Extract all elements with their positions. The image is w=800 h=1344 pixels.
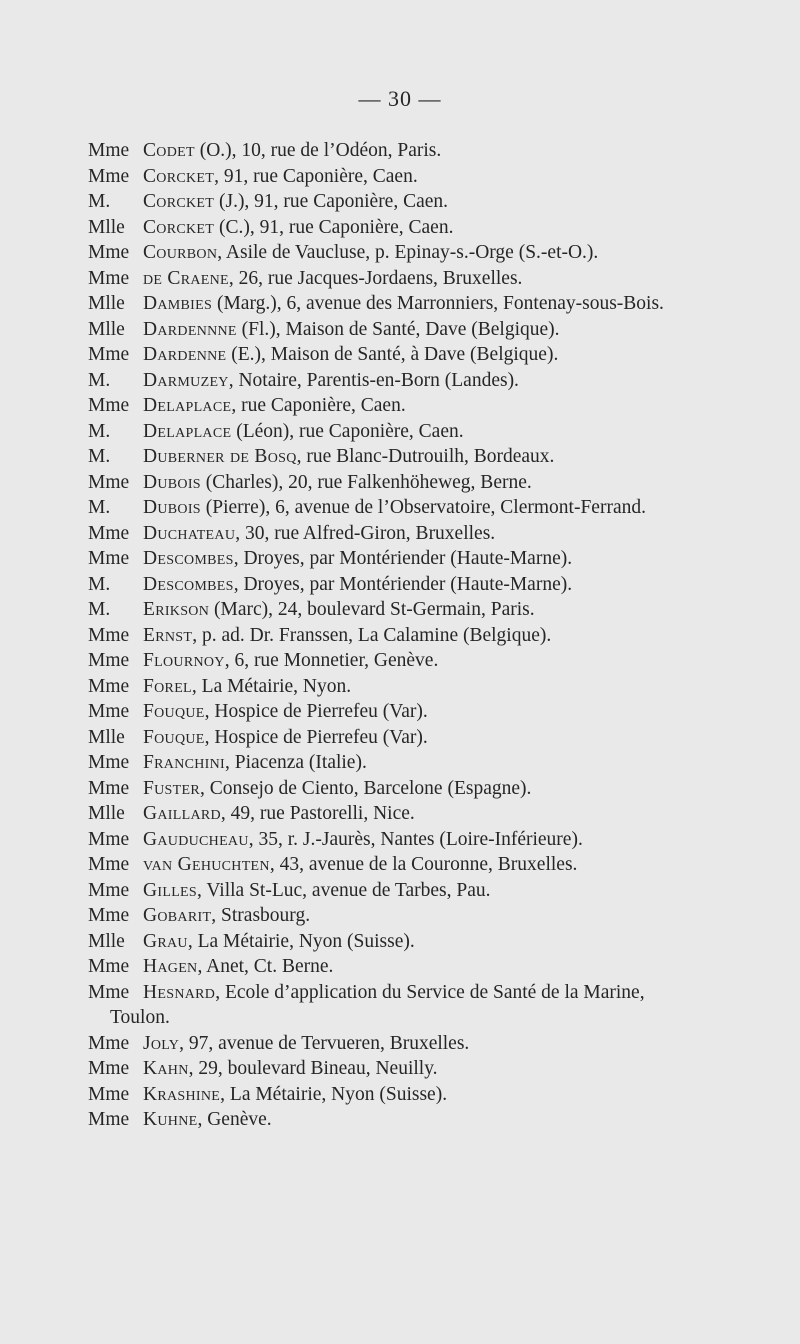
entry-title: M. xyxy=(88,446,111,467)
entry-name: Dubois xyxy=(143,471,201,493)
entry-name: Corcket xyxy=(143,216,215,238)
entry-address: (Marc), 24, boulevard St-Germain, Paris. xyxy=(209,599,535,620)
entry-name: Erikson xyxy=(143,599,210,620)
entry-title: Mlle xyxy=(88,318,125,340)
entry-title: Mlle xyxy=(88,216,125,238)
entry-name: Gauducheau xyxy=(143,828,249,850)
entry-title: Mme xyxy=(88,1032,130,1054)
list-item xyxy=(88,954,708,980)
list-item xyxy=(88,189,708,215)
entry-name: Gaillard xyxy=(143,803,221,824)
entry-address: , Villa St-Luc, avenue de Tarbes, Pau. xyxy=(197,879,491,901)
entry-name: Corcket xyxy=(143,165,215,187)
entry-name: Delaplace xyxy=(143,420,232,442)
page-number: — 30 — xyxy=(358,86,442,111)
list-item xyxy=(88,164,708,190)
entry-address: , Droyes, par Montériender (Haute-Marne). xyxy=(233,548,573,569)
entry-title: Mme xyxy=(88,624,130,646)
entry-title: Mlle xyxy=(88,803,125,824)
entry-address: (Marg.), 6, avenue des Marronniers, Fontenay-sous-Bois. xyxy=(212,293,664,314)
entry-address: , 26, rue Jacques-Jordaens, Bruxelles. xyxy=(228,267,523,289)
entry-title: Mme xyxy=(88,854,130,875)
entry-title: M. xyxy=(88,420,111,442)
entry-name: Dubois xyxy=(143,497,201,518)
list-item xyxy=(88,1056,708,1082)
list-item xyxy=(88,291,708,317)
entry-name: Joly xyxy=(143,1032,180,1054)
entry-name: Corcket xyxy=(143,191,215,212)
entry-title: Mme xyxy=(88,828,130,850)
list-item xyxy=(88,419,708,445)
entry-title: Mme xyxy=(88,242,130,263)
list-item xyxy=(88,495,708,521)
list-item xyxy=(88,801,708,827)
entry-title: M. xyxy=(88,599,111,620)
list-item xyxy=(88,750,708,776)
list-item xyxy=(88,444,708,470)
entry-address: , Hospice de Pierrefeu (Var). xyxy=(204,726,428,748)
entry-address: , 30, rue Alfred-Giron, Bruxelles. xyxy=(235,522,496,544)
entry-address: , Genève. xyxy=(197,1109,272,1130)
list-item xyxy=(88,929,708,955)
list-item xyxy=(88,546,708,572)
entry-address: (Charles), 20, rue Falkenhöheweg, Berne. xyxy=(200,471,532,493)
entry-address: , 91, rue Caponière, Caen. xyxy=(214,165,418,187)
entry-address: (Léon), rue Caponière, Caen. xyxy=(231,420,464,442)
entry-name: de Craene xyxy=(143,267,229,289)
entry-name: Flournoy xyxy=(143,650,225,671)
list-item xyxy=(88,342,708,368)
entry-name: Forel xyxy=(143,675,192,697)
entry-title: Mme xyxy=(88,1058,130,1079)
entry-name: van Gehuchten xyxy=(143,854,270,875)
list-item xyxy=(88,1107,708,1133)
entry-title: Mme xyxy=(88,650,130,671)
entry-title: Mme xyxy=(88,981,130,1003)
entry-title: Mme xyxy=(88,165,130,187)
entry-name: Dardennne xyxy=(143,318,237,340)
entry-title: Mme xyxy=(88,1109,130,1130)
entry-title: Mme xyxy=(88,701,130,722)
entry-address: , 29, boulevard Bineau, Neuilly. xyxy=(188,1058,438,1079)
entry-name: Ernst xyxy=(143,624,193,646)
entry-address: , Ecole d’application du Service de Santé de la Marine, Toulon. xyxy=(110,981,645,1028)
entry-name: Dambies xyxy=(143,293,213,314)
entry-address: , Asile de Vaucluse, p. Epinay-s.-Orge (S.-et-O.). xyxy=(217,242,599,263)
entry-title: Mlle xyxy=(88,930,125,952)
entry-address: , Notaire, Parentis-en-Born (Landes). xyxy=(228,369,519,391)
entry-name: Kuhne xyxy=(143,1109,198,1130)
entry-address: , La Métairie, Nyon (Suisse). xyxy=(220,1083,448,1105)
list-item xyxy=(88,903,708,929)
entry-address: , La Métairie, Nyon. xyxy=(191,675,352,697)
entry-title: Mlle xyxy=(88,293,125,314)
entry-name: Duberner de Bosq xyxy=(143,446,297,467)
list-item xyxy=(88,1031,708,1057)
entry-title: Mme xyxy=(88,777,130,799)
list-item xyxy=(88,648,708,674)
entry-address: , Droyes, par Montériender (Haute-Marne). xyxy=(233,573,573,595)
list-item xyxy=(88,776,708,802)
entry-address: , Anet, Ct. Berne. xyxy=(197,956,334,977)
entry-address: (Pierre), 6, avenue de l’Observatoire, Clermont-Ferrand. xyxy=(200,497,646,518)
entry-name: Courbon xyxy=(143,242,218,263)
entry-address: (E.), Maison de Santé, à Dave (Belgique). xyxy=(226,344,559,365)
list-item xyxy=(88,699,708,725)
entry-address: , 49, rue Pastorelli, Nice. xyxy=(220,803,415,824)
list-item xyxy=(88,266,708,292)
entry-name: Gobarit xyxy=(143,905,212,926)
entry-title: Mlle xyxy=(88,726,125,748)
entry-address: (O.), 10, rue de l’Odéon, Paris. xyxy=(194,140,442,161)
entry-name: Duchateau xyxy=(143,522,236,544)
entry-name: Dardenne xyxy=(143,344,227,365)
list-item xyxy=(88,470,708,496)
entry-address: (C.), 91, rue Caponière, Caen. xyxy=(214,216,454,238)
entry-address: (Fl.), Maison de Santé, Dave (Belgique). xyxy=(236,318,560,340)
entry-address: (J.), 91, rue Caponière, Caen. xyxy=(214,191,449,212)
list-item xyxy=(88,521,708,547)
entry-name: Hesnard xyxy=(143,981,216,1003)
entry-title: Mme xyxy=(88,267,130,289)
entry-title: M. xyxy=(88,497,111,518)
entry-name: Kahn xyxy=(143,1058,189,1079)
list-item xyxy=(88,623,708,649)
entry-address: , rue Caponière, Caen. xyxy=(231,395,406,416)
list-item xyxy=(88,725,708,751)
entry-title: Mme xyxy=(88,471,130,493)
entry-name: Grau xyxy=(143,930,188,952)
list-item xyxy=(88,852,708,878)
entry-name: Delaplace xyxy=(143,395,232,416)
list-item xyxy=(88,138,708,164)
entry-title: Mme xyxy=(88,548,130,569)
list-item xyxy=(88,597,708,623)
entry-title: M. xyxy=(88,573,111,595)
entry-address: , Hospice de Pierrefeu (Var). xyxy=(204,701,428,722)
entry-address: , 6, rue Monnetier, Genève. xyxy=(224,650,439,671)
entry-address: , p. ad. Dr. Franssen, La Calamine (Belgique). xyxy=(192,624,552,646)
list-item xyxy=(88,878,708,904)
entry-name: Fouque xyxy=(143,726,205,748)
entry-name: Hagen xyxy=(143,956,198,977)
entry-title: Mme xyxy=(88,140,130,161)
entry-title: Mme xyxy=(88,956,130,977)
list-item xyxy=(88,393,708,419)
entry-title: Mme xyxy=(88,879,130,901)
list-item xyxy=(88,215,708,241)
entry-title: Mme xyxy=(88,675,130,697)
entry-title: Mme xyxy=(88,1083,130,1105)
entry-name: Descombes xyxy=(143,573,234,595)
entry-address: , La Métairie, Nyon (Suisse). xyxy=(187,930,415,952)
member-list xyxy=(88,138,708,1133)
entry-name: Fuster xyxy=(143,777,200,799)
entry-name: Krashine xyxy=(143,1083,221,1105)
entry-address: , Strasbourg. xyxy=(211,905,311,926)
entry-name: Fouque xyxy=(143,701,205,722)
entry-address: , 97, avenue de Tervueren, Bruxelles. xyxy=(179,1032,470,1054)
list-item xyxy=(88,980,708,1031)
list-item xyxy=(88,240,708,266)
entry-address: , 35, r. J.-Jaurès, Nantes (Loire-Inférieure). xyxy=(248,828,583,850)
entry-address: , rue Blanc-Dutrouilh, Bordeaux. xyxy=(296,446,555,467)
entry-title: M. xyxy=(88,369,111,391)
entry-address: , Piacenza (Italie). xyxy=(225,752,367,773)
entry-title: Mme xyxy=(88,522,130,544)
entry-name: Descombes xyxy=(143,548,234,569)
entry-name: Franchini xyxy=(143,752,225,773)
entry-name: Gilles xyxy=(143,879,197,901)
entry-address: , 43, avenue de la Couronne, Bruxelles. xyxy=(269,854,578,875)
list-item xyxy=(88,674,708,700)
entry-title: Mme xyxy=(88,905,130,926)
list-item xyxy=(88,827,708,853)
entry-title: Mme xyxy=(88,395,130,416)
entry-title: M. xyxy=(88,191,111,212)
entry-title: Mme xyxy=(88,752,130,773)
list-item xyxy=(88,368,708,394)
list-item xyxy=(88,1082,708,1108)
entry-title: Mme xyxy=(88,344,130,365)
list-item xyxy=(88,572,708,598)
entry-name: Codet xyxy=(143,140,195,161)
entry-address: , Consejo de Ciento, Barcelone (Espagne). xyxy=(199,777,532,799)
list-item xyxy=(88,317,708,343)
entry-name: Darmuzey xyxy=(143,369,229,391)
